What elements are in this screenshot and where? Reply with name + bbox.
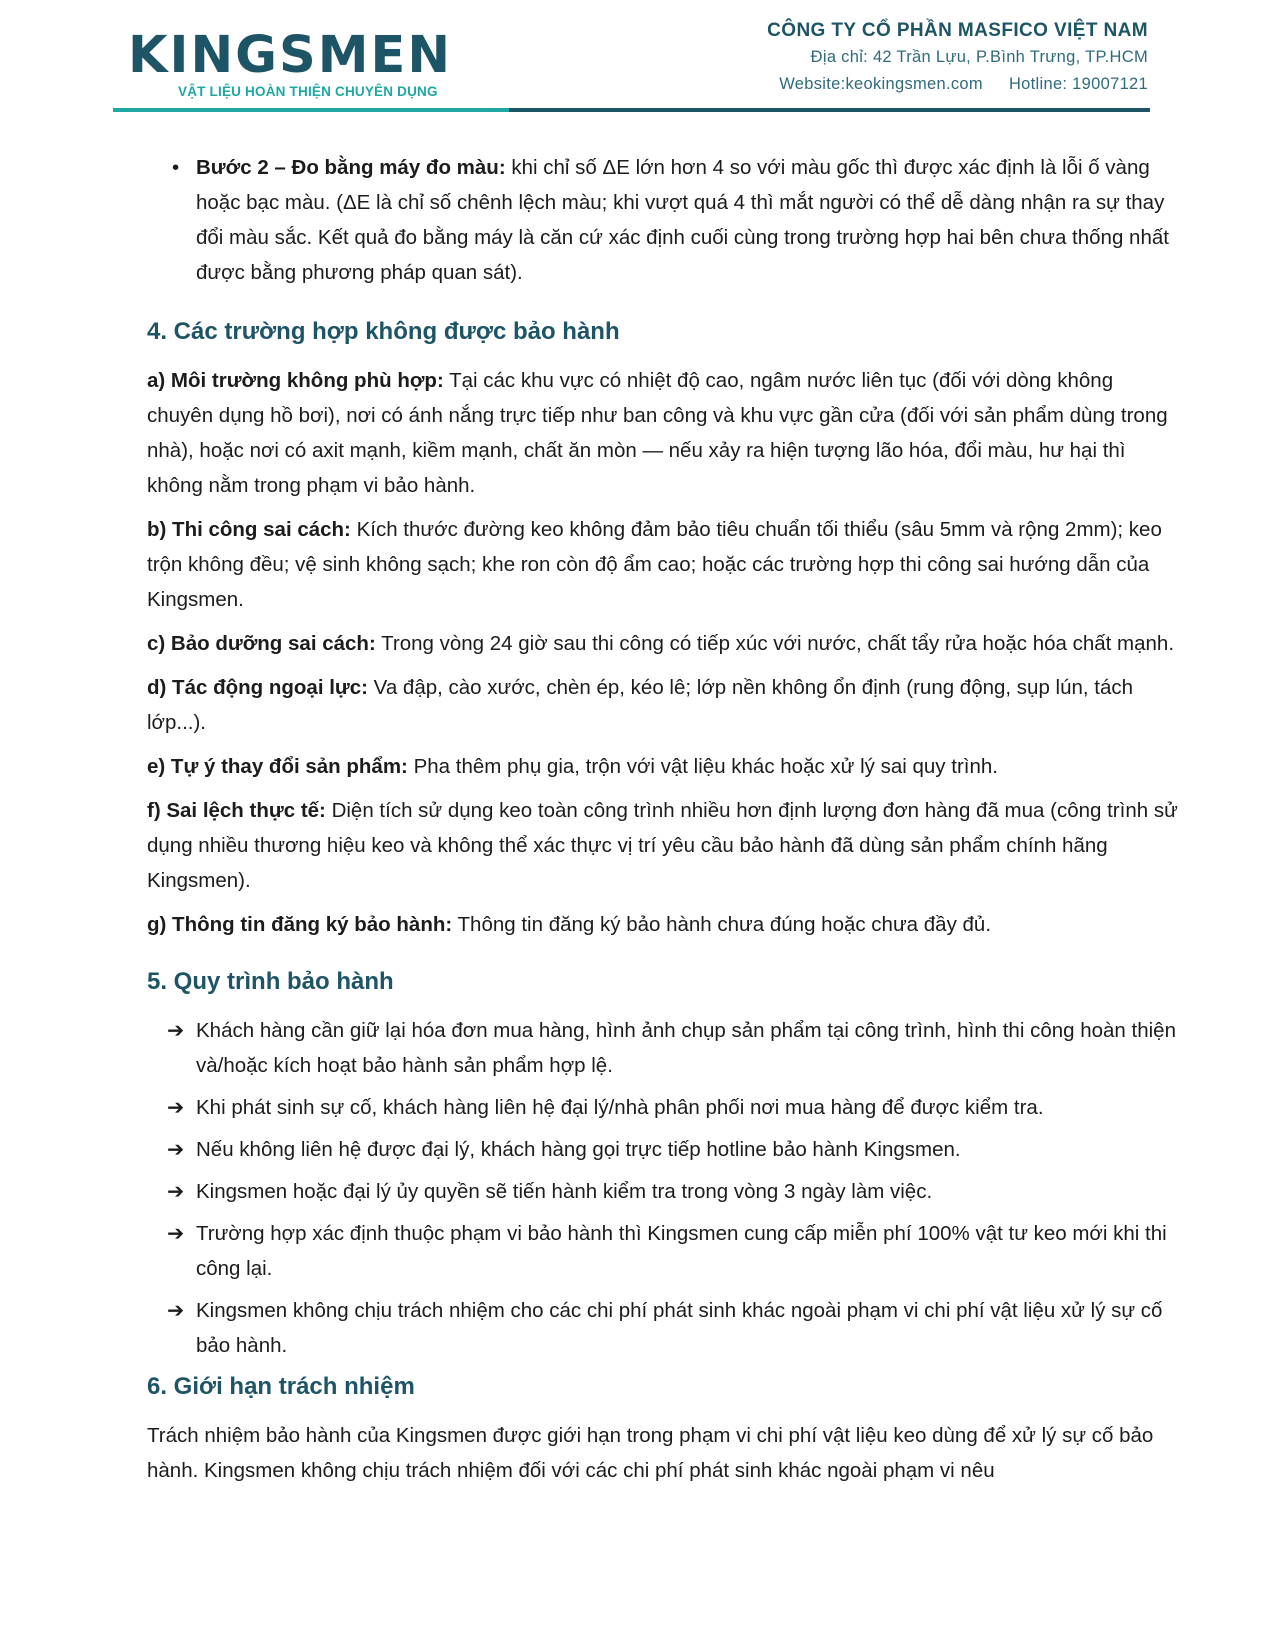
section-4-item	[147, 793, 1182, 898]
item-label: g) Thông tin đăng ký bảo hành:	[147, 913, 453, 936]
company-name: CÔNG TY CỔ PHẦN MASFICO VIỆT NAM	[767, 20, 1148, 41]
bullet-dot-icon: •	[172, 156, 180, 179]
process-step-text: Nếu không liên hệ được đại lý, khách hàng gọi trực tiếp hotline bảo hành Kingsmen.	[196, 1138, 961, 1161]
company-website: Website:keokingsmen.com	[779, 75, 983, 93]
item-label: a) Môi trường không phù hợp:	[147, 369, 444, 392]
arrow-right-icon: ➔	[167, 1096, 185, 1119]
item-label: c) Bảo dưỡng sai cách:	[147, 632, 376, 655]
process-step-text: Kingsmen không chịu trách nhiệm cho các chi phí phát sinh khác ngoài phạm vi chi phí vật liệu xử lý sự cố bảo hành.	[196, 1299, 1163, 1357]
item-text: Kích thước đường keo không đảm bảo tiêu chuẩn tối thiểu (sâu 5mm và rộng 2mm); keo trộn không đều; vệ sinh không sạch; khe ron còn độ ẩm cao; hoặc các trường hợp thi công sai hướng dẫn của Kingsmen.	[147, 518, 1162, 611]
arrow-right-icon: ➔	[167, 1299, 185, 1322]
item-text: Thông tin đăng ký bảo hành chưa đúng hoặc chưa đầy đủ.	[452, 913, 992, 936]
process-step	[147, 1132, 1182, 1167]
section-4-item	[147, 363, 1182, 503]
item-label: d) Tác động ngoại lực:	[147, 676, 368, 699]
header-rule-primary	[509, 108, 1150, 112]
item-text: Trong vòng 24 giờ sau thi công có tiếp xúc với nước, chất tẩy rửa hoặc hóa chất mạnh.	[375, 632, 1175, 655]
company-hotline: Hotline: 19007121	[1008, 75, 1148, 93]
page-header	[0, 0, 1275, 120]
section-4-title: 4. Các trường hợp không được bảo hành	[147, 318, 620, 345]
item-label: b) Thi công sai cách:	[147, 518, 351, 541]
item-text: Tại các khu vực có nhiệt độ cao, ngâm nước liên tục (đối với dòng không chuyên dụng hồ bơi), nơi có ánh nắng trực tiếp như ban công và khu vực gần cửa (đối với sản phẩm dùng trong nhà), hoặc nơi có axit mạnh, kiềm mạnh, chất ăn mòn — nếu xảy ra hiện tượng lão hóa, đổi màu, hư hại thì không nằm trong phạm vi bảo hành.	[147, 369, 1168, 497]
section-4-item	[147, 907, 1182, 942]
section-6-text: Trách nhiệm bảo hành của Kingsmen được giới hạn trong phạm vi chi phí vật liệu keo dùng để xử lý sự cố bảo hành. Kingsmen không chịu trách nhiệm đối với các chi phí phát sinh khác ngoài phạm vi nêu	[147, 1424, 1154, 1482]
company-info	[767, 18, 1148, 98]
document-body	[147, 150, 1182, 1497]
logo-tagline: VẬT LIỆU HOÀN THIỆN CHUYÊN DỤNG	[178, 84, 438, 99]
item-text: Diện tích sử dụng keo toàn công trình nhiều hơn định lượng đơn hàng đã mua (công trình sử dụng nhiều thương hiệu keo và không thể xác thực vị trí yêu cầu bảo hành đã dùng sản phẩm chính hãng Kingsmen).	[147, 799, 1178, 892]
section-6-title: 6. Giới hạn trách nhiệm	[147, 1373, 415, 1400]
item-label: e) Tự ý thay đổi sản phẩm:	[147, 755, 408, 778]
arrow-right-icon: ➔	[167, 1138, 185, 1161]
process-step-text: Kingsmen hoặc đại lý ủy quyền sẽ tiến hành kiểm tra trong vòng 3 ngày làm việc.	[196, 1180, 933, 1203]
process-step-text: Khách hàng cần giữ lại hóa đơn mua hàng, hình ảnh chụp sản phẩm tại công trình, hình thi công hoàn thiện và/hoặc kích hoạt bảo hành sản phẩm hợp lệ.	[196, 1019, 1176, 1077]
section-4-item	[147, 749, 1182, 784]
process-step	[147, 1216, 1182, 1286]
item-text: Pha thêm phụ gia, trộn với vật liệu khác hoặc xử lý sai quy trình.	[407, 755, 998, 778]
logo-wordmark: KINGSMEN	[128, 26, 453, 85]
arrow-right-icon: ➔	[167, 1019, 185, 1042]
process-step	[147, 1293, 1182, 1363]
bullet-text: khi chỉ số ΔE lớn hơn 4 so với màu gốc thì được xác định là lỗi ố vàng hoặc bạc màu. (ΔE là chỉ số chênh lệch màu; khi vượt quá 4 thì mắt người có thể dễ dàng nhận ra sự thay đổi màu sắc. Kết quả đo bằng máy là căn cứ xác định cuối cùng trong trường hợp hai bên chưa thống nhất được bằng phương pháp quan sát).	[196, 156, 1169, 284]
company-address: Địa chỉ: 42 Trần Lựu, P.Bình Trưng, TP.HCM	[810, 48, 1148, 66]
process-step	[147, 1174, 1182, 1209]
item-label: f) Sai lệch thực tế:	[147, 799, 326, 822]
arrow-right-icon: ➔	[167, 1180, 185, 1203]
section-4-list	[147, 363, 1182, 942]
bullet-step-2	[147, 150, 1182, 290]
kingsmen-logo	[128, 26, 488, 99]
section-4-item	[147, 626, 1182, 661]
item-text: Va đập, cào xước, chèn ép, kéo lê; lớp nền không ổn định (rung động, sụp lún, tách lớp...).	[147, 676, 1134, 734]
arrow-right-icon: ➔	[167, 1222, 185, 1245]
process-step-text: Trường hợp xác định thuộc phạm vi bảo hành thì Kingsmen cung cấp miễn phí 100% vật tư keo mới khi thi công lại.	[196, 1222, 1167, 1280]
section-5-title: 5. Quy trình bảo hành	[147, 968, 394, 995]
process-step	[147, 1090, 1182, 1125]
bullet-label: Bước 2 – Đo bằng máy đo màu:	[196, 156, 506, 179]
section-4-item	[147, 512, 1182, 617]
process-step	[147, 1013, 1182, 1083]
company-contact	[767, 71, 1148, 98]
process-step-text: Khi phát sinh sự cố, khách hàng liên hệ đại lý/nhà phân phối nơi mua hàng để được kiểm tra.	[196, 1096, 1044, 1119]
header-rule-accent	[113, 108, 509, 112]
section-5-list	[147, 1013, 1182, 1363]
section-4-item	[147, 670, 1182, 740]
